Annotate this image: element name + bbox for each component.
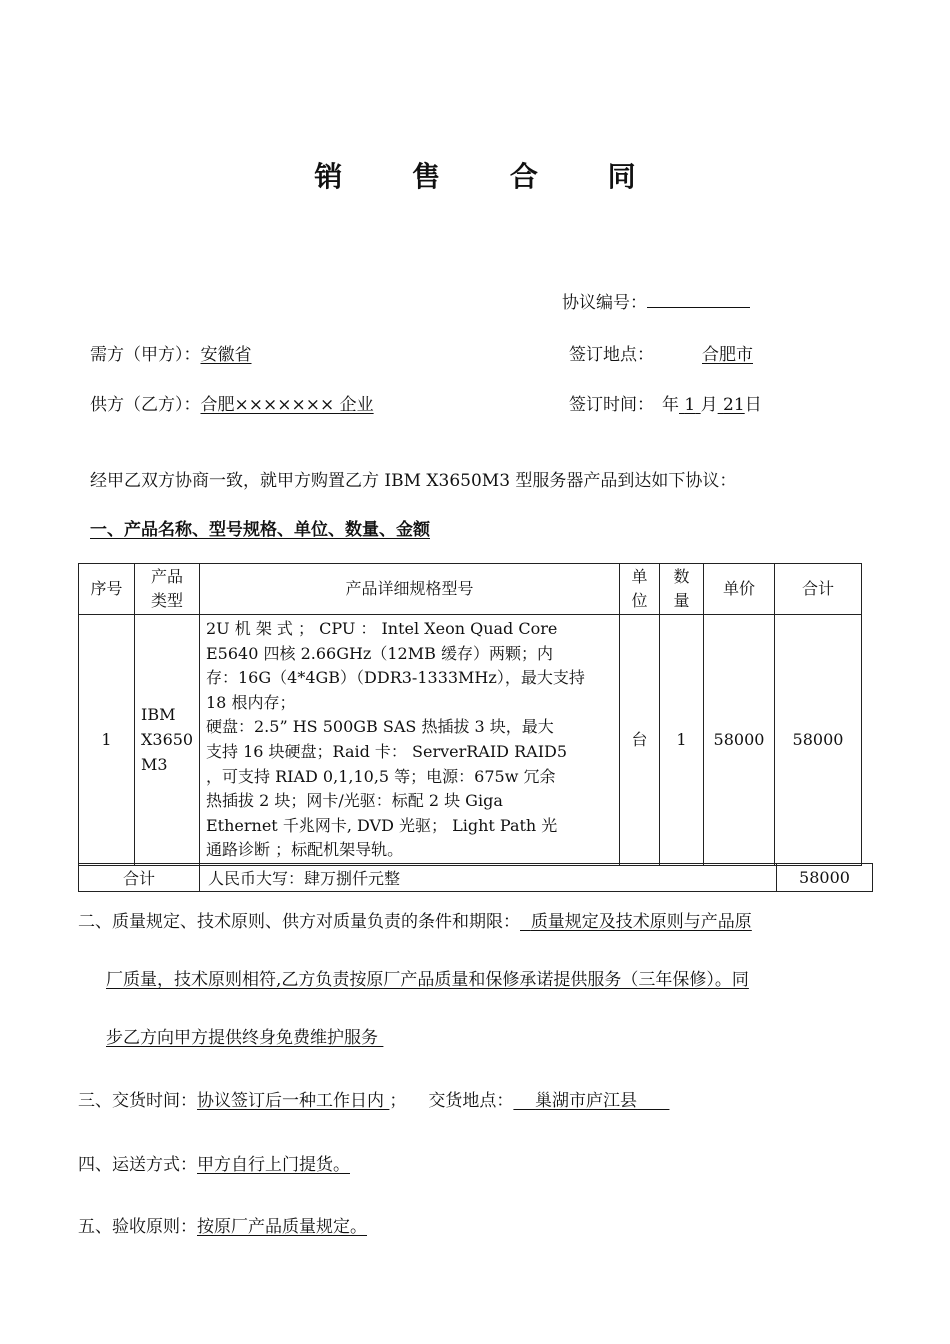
header-type: 产品 类型 bbox=[135, 564, 200, 615]
section4-line bbox=[78, 1150, 350, 1175]
table-footer bbox=[78, 863, 873, 892]
sign-time-line bbox=[569, 390, 762, 415]
detail-line: 18 根内存； bbox=[206, 692, 296, 712]
detail-line: 热插拔 2 块；网卡/光驱：标配 2 块 Giga bbox=[206, 791, 503, 811]
detail-line: 存：16G（4*4GB）（DDR3-1333MHz），最大支持 bbox=[206, 668, 585, 688]
footer-label: 合计 bbox=[79, 864, 200, 892]
section4-label: 四、运送方式： bbox=[78, 1155, 197, 1175]
section5-label: 五、验收原则： bbox=[78, 1217, 197, 1237]
header-detail: 产品详细规格型号 bbox=[200, 564, 620, 615]
agreement-number bbox=[562, 288, 750, 313]
section3-line bbox=[78, 1086, 669, 1111]
month-value: 1 bbox=[684, 395, 696, 415]
row-detail bbox=[200, 615, 620, 866]
footer-total: 58000 bbox=[777, 864, 873, 892]
header-price: 单价 bbox=[704, 564, 775, 615]
month-suffix: 月 bbox=[700, 395, 718, 415]
header-no: 序号 bbox=[79, 564, 135, 615]
delivery-place-value: 巢湖市庐江县 bbox=[535, 1091, 638, 1111]
section2-text-1: 质量规定及技术原则与产品原 bbox=[530, 912, 752, 932]
product-table bbox=[78, 563, 862, 866]
section2-line3 bbox=[106, 1023, 383, 1048]
detail-line: Ethernet 千兆网卡, DVD 光驱； Light Path 光 bbox=[206, 815, 558, 835]
day-value: 21 bbox=[723, 395, 745, 415]
detail-line: 2U 机 架 式 ； CPU ： Intel Xeon Quad Core bbox=[206, 619, 558, 638]
document-title: 销 售 合 同 bbox=[314, 160, 666, 193]
section2-line1 bbox=[78, 907, 752, 932]
buyer-value: 安徽省 bbox=[200, 345, 252, 365]
section4-value: 甲方自行上门提货。 bbox=[197, 1155, 350, 1175]
header-qty: 数 量 bbox=[660, 564, 704, 615]
detail-line: 支持 16 块硬盘；Raid 卡： ServerRAID RAID5 bbox=[206, 741, 568, 761]
header-total: 合计 bbox=[775, 564, 862, 615]
section3-sep: ； bbox=[389, 1091, 407, 1111]
supplier-label: 供方（乙方）： bbox=[90, 395, 201, 415]
header-unit: 单 位 bbox=[620, 564, 660, 615]
agreement-number-label: 协议编号： bbox=[562, 293, 647, 313]
sign-place-line bbox=[569, 340, 791, 365]
row-type: IBM X3650 M3 bbox=[135, 615, 200, 866]
detail-line: ，可支持 RIAD 0,1,10,5 等；电源：675w 冗余 bbox=[206, 766, 556, 786]
section2-text-2: 厂质量，技术原则相符,乙方负责按原厂产品质量和保修承诺提供服务（三年保修）。同 bbox=[106, 970, 749, 990]
sign-place-label: 签订地点： bbox=[569, 345, 654, 365]
sign-place-value: 合肥市 bbox=[702, 345, 753, 365]
row-qty: 1 bbox=[660, 615, 704, 866]
detail-line: 通路诊断 ；标配机架导轨。 bbox=[206, 840, 404, 860]
row-total: 58000 bbox=[775, 615, 862, 866]
day-suffix: 日 bbox=[744, 395, 762, 415]
section1-heading: 一、产品名称、型号规格、单位、数量、金额 bbox=[90, 520, 430, 540]
row-unit: 台 bbox=[620, 615, 660, 866]
delivery-place-label: 交货地点： bbox=[428, 1091, 514, 1111]
detail-line: 硬盘：2.5” HS 500GB SAS 热插拔 3 块，最大 bbox=[206, 717, 554, 737]
section2-text-3: 步乙方向甲方提供终身免费维护服务 bbox=[106, 1028, 378, 1048]
buyer-label: 需方（甲方）： bbox=[90, 345, 201, 365]
row-price: 58000 bbox=[704, 615, 775, 866]
section5-line bbox=[78, 1212, 367, 1237]
agreement-number-blank bbox=[647, 293, 750, 308]
supplier-value: 合肥××××××× 企业 bbox=[200, 395, 374, 415]
sign-time-label: 签订时间： bbox=[569, 395, 654, 415]
detail-line: E5640 四核 2.66GHz（12MB 缓存）两颗；内 bbox=[206, 643, 553, 663]
buyer-line bbox=[90, 340, 476, 365]
table-row bbox=[79, 615, 862, 866]
footer-amount-words: 人民币大写：肆万捌仟元整 bbox=[200, 864, 777, 892]
intro-paragraph: 经甲乙双方协商一致，就甲方购置乙方 IBM X3650M3 型服务器产品到达如下协议： bbox=[90, 471, 737, 491]
table-header-row bbox=[79, 564, 862, 615]
row-no: 1 bbox=[79, 615, 135, 866]
year-suffix: 年 bbox=[662, 395, 679, 415]
section3-value: 协议签订后一种工作日内 bbox=[197, 1091, 384, 1111]
section5-value: 按原厂产品质量规定。 bbox=[197, 1217, 367, 1237]
section2-label: 二、质量规定、技术原则、供方对质量负责的条件和期限： bbox=[78, 912, 520, 932]
supplier-line bbox=[90, 390, 410, 415]
section3-label: 三、交货时间： bbox=[78, 1091, 197, 1111]
